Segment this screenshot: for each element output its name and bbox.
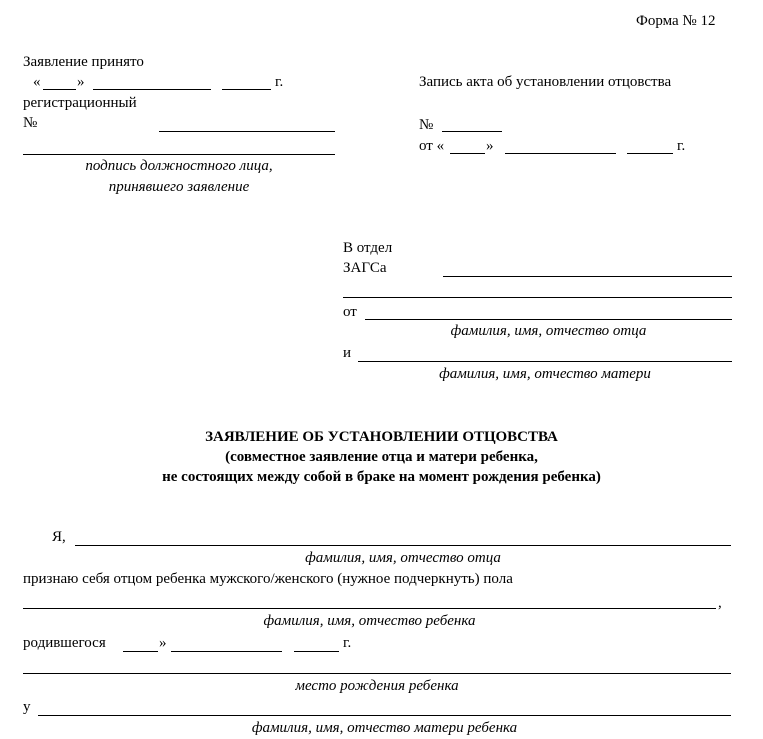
record-from-label: от «: [419, 138, 445, 154]
record-month-field[interactable]: [505, 153, 616, 154]
document-subtitle-1: (совместное заявление отца и матери ребенка,: [225, 449, 538, 465]
child-mother-field[interactable]: [38, 715, 731, 716]
signature-field[interactable]: [23, 154, 335, 155]
receipt-month-field[interactable]: [93, 89, 211, 90]
accepted-label: Заявление принято: [23, 54, 144, 70]
comma: ,: [718, 595, 722, 611]
recognize-text: признаю себя отцом ребенка мужского/женского (нужное подчеркнуть) пола: [23, 571, 513, 587]
birth-year-suffix: г.: [343, 635, 352, 651]
zags-name-field[interactable]: [443, 276, 732, 277]
zags-name-field-2[interactable]: [343, 297, 732, 298]
record-number-label: №: [419, 117, 434, 133]
reg-number-field[interactable]: [159, 131, 335, 132]
reg-number-label: №: [23, 115, 38, 131]
receipt-year-suffix: г.: [275, 74, 284, 90]
father-fullname-field[interactable]: [75, 545, 731, 546]
receipt-close-quote: »: [77, 74, 85, 90]
birth-year-field[interactable]: [294, 651, 339, 652]
record-year-field[interactable]: [627, 153, 673, 154]
birth-close-quote: »: [159, 635, 167, 651]
record-close-quote: »: [486, 138, 494, 154]
record-number-field[interactable]: [442, 131, 502, 132]
receipt-year-field[interactable]: [222, 89, 271, 90]
record-year-suffix: г.: [677, 138, 686, 154]
child-name-field[interactable]: [23, 608, 716, 609]
mother-caption: фамилия, имя, отчество матери: [439, 366, 651, 382]
at-label: у: [23, 699, 31, 715]
i-label: Я,: [52, 529, 66, 545]
receipt-open-quote: «: [33, 74, 41, 90]
reg-label: регистрационный: [23, 95, 137, 111]
and-label: и: [343, 345, 352, 361]
from-label: от: [343, 304, 357, 320]
signature-caption-1: подпись должностного лица,: [85, 158, 273, 174]
document-subtitle-2: не состоящих между собой в браке на момент рождения ребенка): [162, 469, 601, 485]
birthplace-field[interactable]: [23, 673, 731, 674]
birthplace-caption: место рождения ребенка: [295, 678, 459, 694]
birth-month-field[interactable]: [171, 651, 282, 652]
father-name-field[interactable]: [365, 319, 732, 320]
signature-caption-2: принявшего заявление: [108, 179, 250, 195]
form-number: Форма № 12: [636, 13, 716, 29]
document-title: ЗАЯВЛЕНИЕ ОБ УСТАНОВЛЕНИИ ОТЦОВСТВА: [205, 429, 558, 445]
record-day-field[interactable]: [450, 153, 485, 154]
born-label: родившегося: [23, 635, 106, 651]
child-mother-caption: фамилия, имя, отчество матери ребенка: [251, 720, 518, 736]
body-father-caption: фамилия, имя, отчество отца: [305, 550, 501, 566]
father-caption: фамилия, имя, отчество отца: [450, 323, 647, 339]
receipt-day-field[interactable]: [43, 89, 76, 90]
mother-name-field[interactable]: [358, 361, 732, 362]
record-title: Запись акта об установлении отцовства: [419, 74, 672, 90]
birth-day-field[interactable]: [123, 651, 158, 652]
child-caption: фамилия, имя, отчество ребенка: [263, 613, 476, 629]
zags-label: ЗАГСа: [343, 260, 387, 276]
to-department-label: В отдел: [343, 240, 393, 256]
